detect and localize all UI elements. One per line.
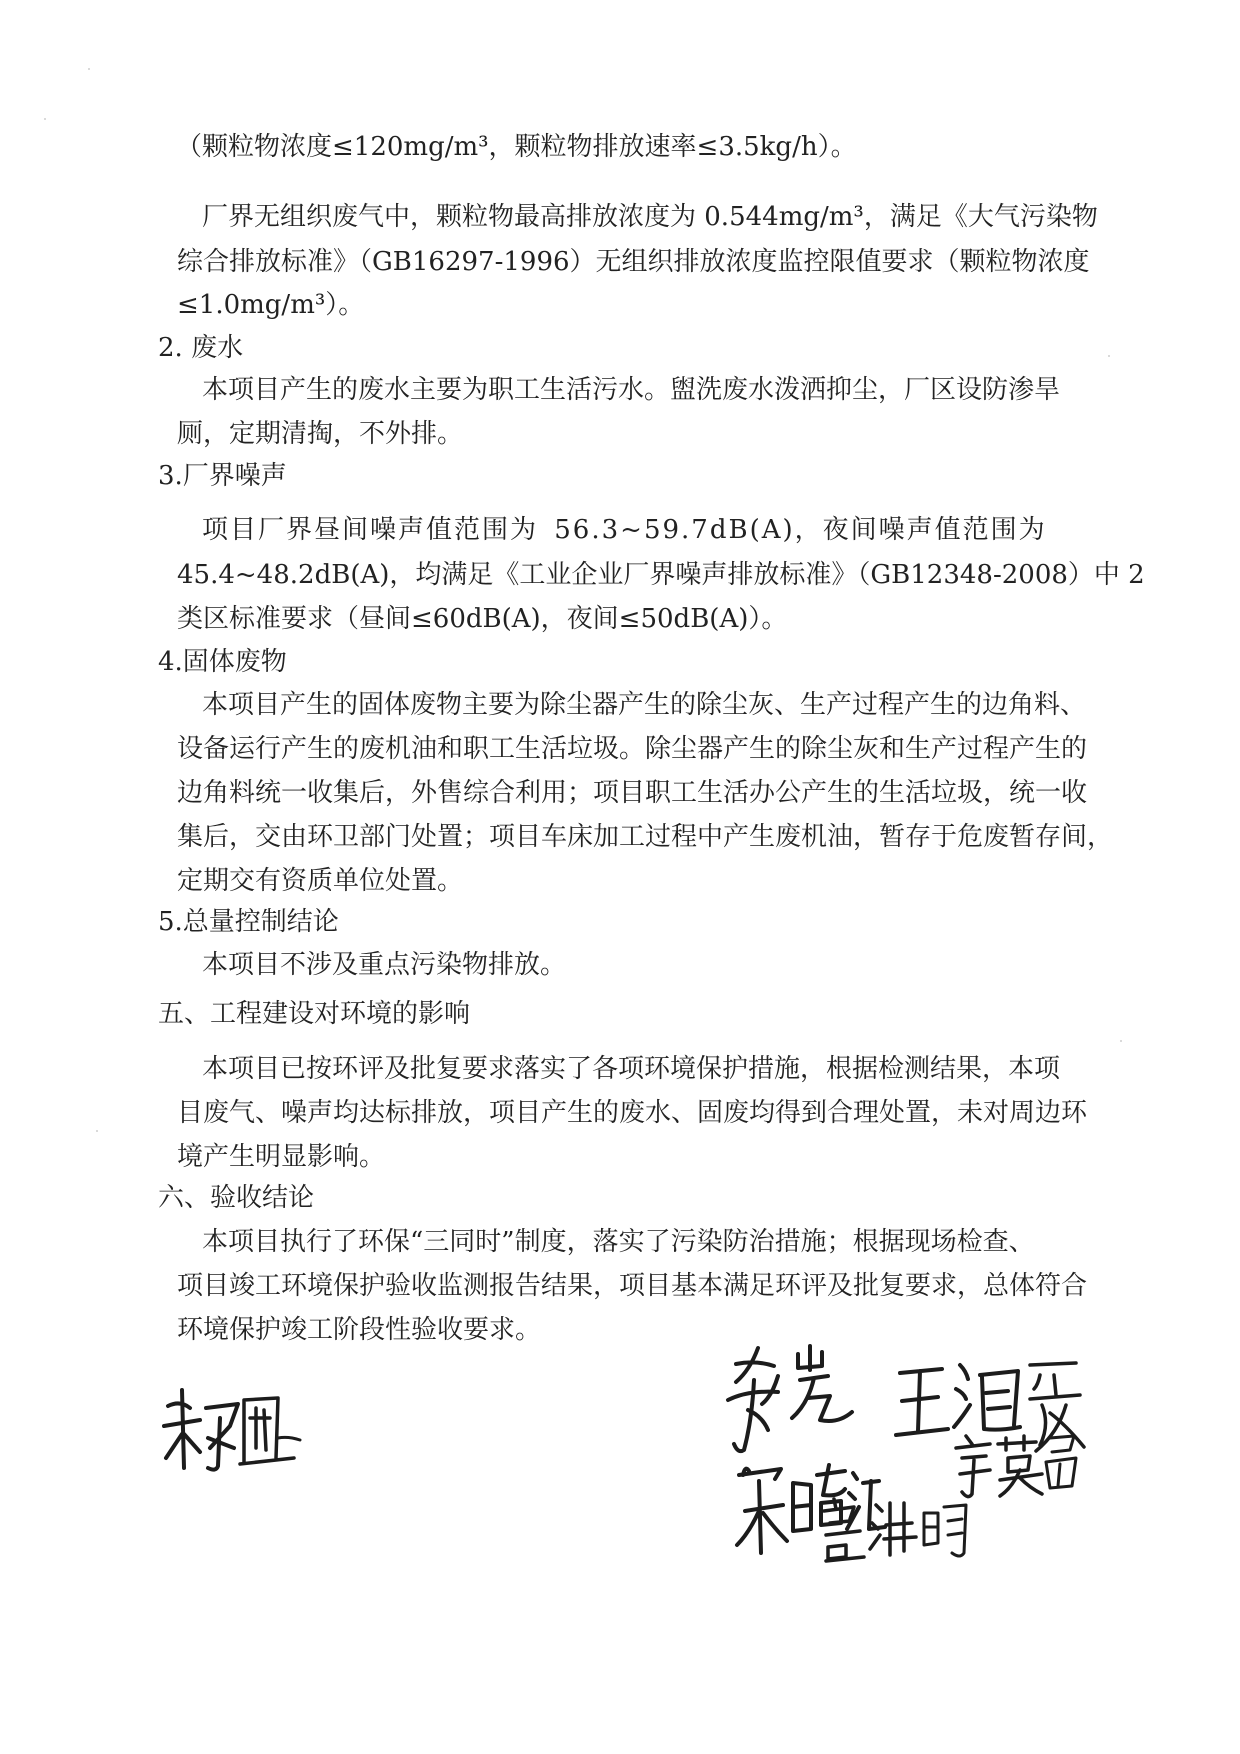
text-line: 本项目产生的废水主要为职工生活污水。盥洗废水泼洒抑尘，厂区设防渗旱	[202, 375, 1061, 405]
section-heading: 5.总量控制结论	[158, 907, 339, 937]
scan-speck	[1108, 355, 1110, 357]
text-line: 厕，定期清掏，不外排。	[177, 419, 464, 449]
text-line: 集后，交由环卫部门处置；项目车床加工过程中产生废机油，暂存于危废暂存间，	[177, 822, 1114, 852]
scan-speck	[96, 1130, 98, 1132]
text-line: 本项目不涉及重点污染物排放。	[202, 950, 567, 980]
text-line: 目废气、噪声均达标排放，项目产生的废水、固废均得到合理处置，未对周边环	[177, 1098, 1088, 1128]
section-heading: 3.厂界噪声	[158, 461, 287, 491]
text-line: 设备运行产生的废机油和职工生活垃圾。除尘器产生的除尘灰和生产过程产生的	[177, 734, 1088, 764]
chapter-heading: 六、验收结论	[158, 1183, 315, 1213]
text-line: 类区标准要求（昼间≤60dB(A)，夜间≤50dB(A)）。	[177, 604, 788, 634]
text-line: 项目竣工环境保护验收监测报告结果，项目基本满足环评及批复要求，总体符合	[177, 1271, 1088, 1301]
section-heading: 2. 废水	[158, 333, 244, 363]
text-line: 综合排放标准》（GB16297-1996）无组织排放浓度监控限值要求（颗粒物浓度	[177, 247, 1090, 277]
text-line: 本项目已按环评及批复要求落实了各项环境保护措施，根据检测结果，本项	[202, 1054, 1061, 1084]
text-line: ≤1.0mg/m³）。	[177, 290, 365, 320]
scan-speck	[88, 68, 90, 70]
chapter-heading: 五、工程建设对环境的影响	[158, 999, 471, 1029]
signature-top-middle	[718, 1340, 868, 1460]
text-line: 45.4~48.2dB(A)，均满足《工业企业厂界噪声排放标准》（GB12348-2008）中 2	[177, 560, 1145, 590]
section-heading: 4.固体废物	[158, 647, 287, 677]
text-line: 边角料统一收集后，外售综合利用；项目职工生活办公产生的生活垃圾，统一收	[177, 778, 1088, 808]
text-line: 本项目产生的固体废物主要为除尘器产生的除尘灰、生产过程产生的边角料、	[202, 690, 1087, 720]
scan-speck	[1120, 1040, 1122, 1042]
text-line: 厂界无组织废气中，颗粒物最高排放浓度为 0.544mg/m³，满足《大气污染物	[202, 202, 1098, 232]
signature-bottom-middle	[950, 1430, 1080, 1505]
text-line: 环境保护竣工阶段性验收要求。	[177, 1315, 542, 1345]
text-line: 项目厂界昼间噪声值范围为 56.3~59.7dB(A)，夜间噪声值范围为	[202, 515, 1047, 545]
text-line: 定期交有资质单位处置。	[177, 866, 464, 896]
signature-bottom-left	[735, 1445, 885, 1560]
text-line: （颗粒物浓度≤120mg/m³，颗粒物排放速率≤3.5kg/h）。	[176, 132, 857, 162]
text-line: 本项目执行了环保“三同时”制度，落实了污染防治措施；根据现场检查、	[202, 1227, 1035, 1257]
scan-speck	[44, 118, 46, 120]
signature-left	[160, 1378, 310, 1478]
text-line: 境产生明显影响。	[177, 1142, 386, 1172]
